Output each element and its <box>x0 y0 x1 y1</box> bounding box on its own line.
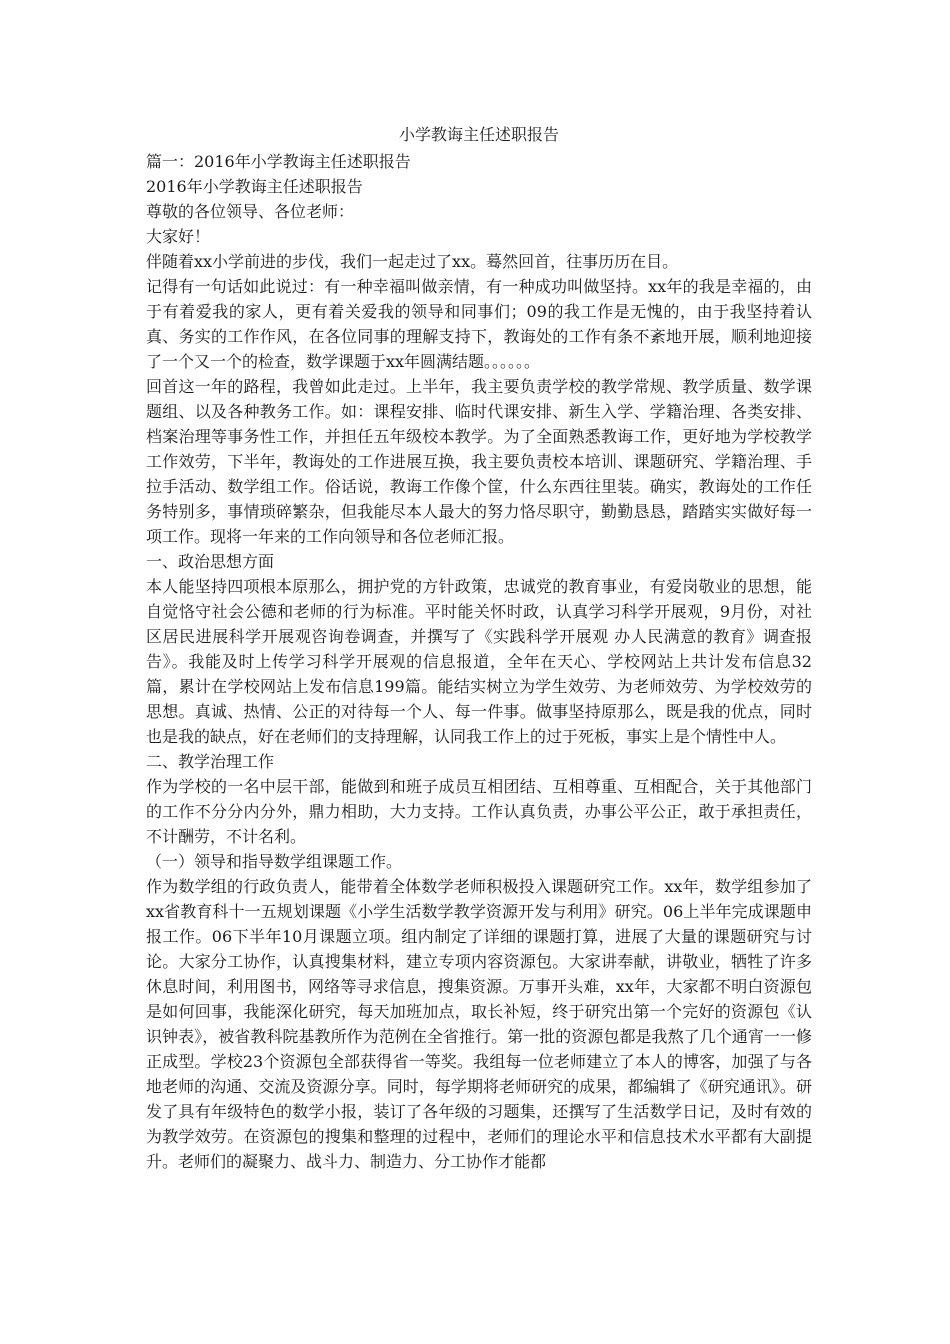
subsection-body-math-research: 作为数学组的行政负责人，能带着全体数学老师积极投入课题研究工作。xx年，数学组参加了xx省教育科十一五规划课题《小学生活数学教学资源开发与利用》研究。06上半年完成课题申报工作。06下半年10月课题立项。组内制定了详细的课题打算，进展了大量的课题研究与讨论。大家分工协作，认真搜集材料，建立专项内容资源包。大家讲奉献，讲敬业，牺牲了许多休息时间，利用图书，网络等寻求信息，搜集资源。万事开头难，xx年，大家都不明白资源包是如何回事，我能深化研究，每天加班加点，取长补短，终于研究出第一个完好的资源包《认识钟表》，被省教科院基教所作为范例在全省推行。第一批的资源包都是我熬了几个通宵一一修正成型。学校23个资源包全部获得省一等奖。我组每一位老师建立了本人的博客，加强了与各地老师的沟通、交流及资源分享。同时，每学期将老师研究的成果，都编辑了《研究通讯》。研发了具有年级特色的数学小报，装订了各年级的习题集，还撰写了生活数学日记，及时有效的为教学效劳。在资源包的搜集和整理的过程中，老师们的理论水平和信息技术水平都有大副提升。老师们的凝聚力、战斗力、制造力、分工协作才能都 <box>146 877 812 1171</box>
section-heading-politics: 一、政治思想方面 <box>146 552 275 571</box>
section-body-politics: 本人能坚持四项根本原那么，拥护党的方针政策，忠诚党的教育事业，有爱岗敬业的思想，能自觉恪守社会公德和老师的行为标准。平时能关怀时政，认真学习科学开展观，9月份，对社区居民进展科学开展观咨询卷调查，并撰写了《实践科学开展观 办人民满意的教育》调查报告》。我能及时上传学习科学开展观的信息报道，全年在天心、学校网站上共计发布信息32篇，累计在学校网站上发布信息199篇。能结实树立为学生效劳、为老师效劳、为学校效劳的思想。真诚、热情、公正的对待每一个人、每一件事。做事坚持原那么，既是我的优点，同时也是我的缺点，好在老师们的支持理解，认同我工作上的过于死板，事实上是个情性中人。 <box>146 577 812 746</box>
report-subtitle: 2016年小学教诲主任述职报告 <box>146 177 363 196</box>
section-body-management: 作为学校的一名中层干部，能做到和班子成员互相团结、互相尊重、互相配合，关于其他部门的工作不分分内分外，鼎力相助，大力支持。工作认真负责，办事公平公正，敢于承担责任，不计酬劳，不计名利。 <box>146 777 812 846</box>
article-heading: 篇一：2016年小学教诲主任述职报告 <box>146 152 411 171</box>
greeting: 大家好！ <box>146 227 211 246</box>
section-heading-management: 二、教学治理工作 <box>146 752 275 771</box>
intro-line: 伴随着xx小学前进的步伐，我们一起走过了xx。蓦然回首，往事历历在目。 <box>146 252 679 271</box>
document-page <box>146 122 812 1174</box>
paragraph-reflection: 记得有一句话如此说过：有一种幸福叫做亲情，有一种成功叫做坚持。xx年的我是幸福的，由于有着爱我的家人，更有着关爱我的领导和同事们；09的我工作是无愧的，由于我坚持着认真、务实的工作作风，在各位同事的理解支持下，教诲处的工作有条不紊地开展，顺利地迎接了一个又一个的检查，数学课题于xx年圆满结题。。。。。。 <box>146 277 812 371</box>
salutation: 尊敬的各位领导、各位老师： <box>146 202 355 221</box>
document-title: 小学教诲主任述职报告 <box>398 125 559 144</box>
subsection-heading-math-research: （一）领导和指导数学组课题工作。 <box>146 852 403 871</box>
paragraph-review: 回首这一年的路程，我曾如此走过。上半年，我主要负责学校的教学常规、教学质量、数学课题组、以及各种教务工作。如：课程安排、临时代课安排、新生入学、学籍治理、各类安排、档案治理等事务性工作，并担任五年级校本教学。为了全面熟悉教诲工作，更好地为学校教学工作效劳，下半年，教诲处的工作进展互换，我主要负责校本培训、课题研究、学籍治理、手拉手活动、数学组工作。俗话说，教诲工作像个筐，什么东西往里装。确实，教诲处的工作任务特别多，事情琐碎繁杂，但我能尽本人最大的努力恪尽职守，勤勤恳恳，踏踏实实做好每一项工作。现将一年来的工作向领导和各位老师汇报。 <box>146 377 812 546</box>
